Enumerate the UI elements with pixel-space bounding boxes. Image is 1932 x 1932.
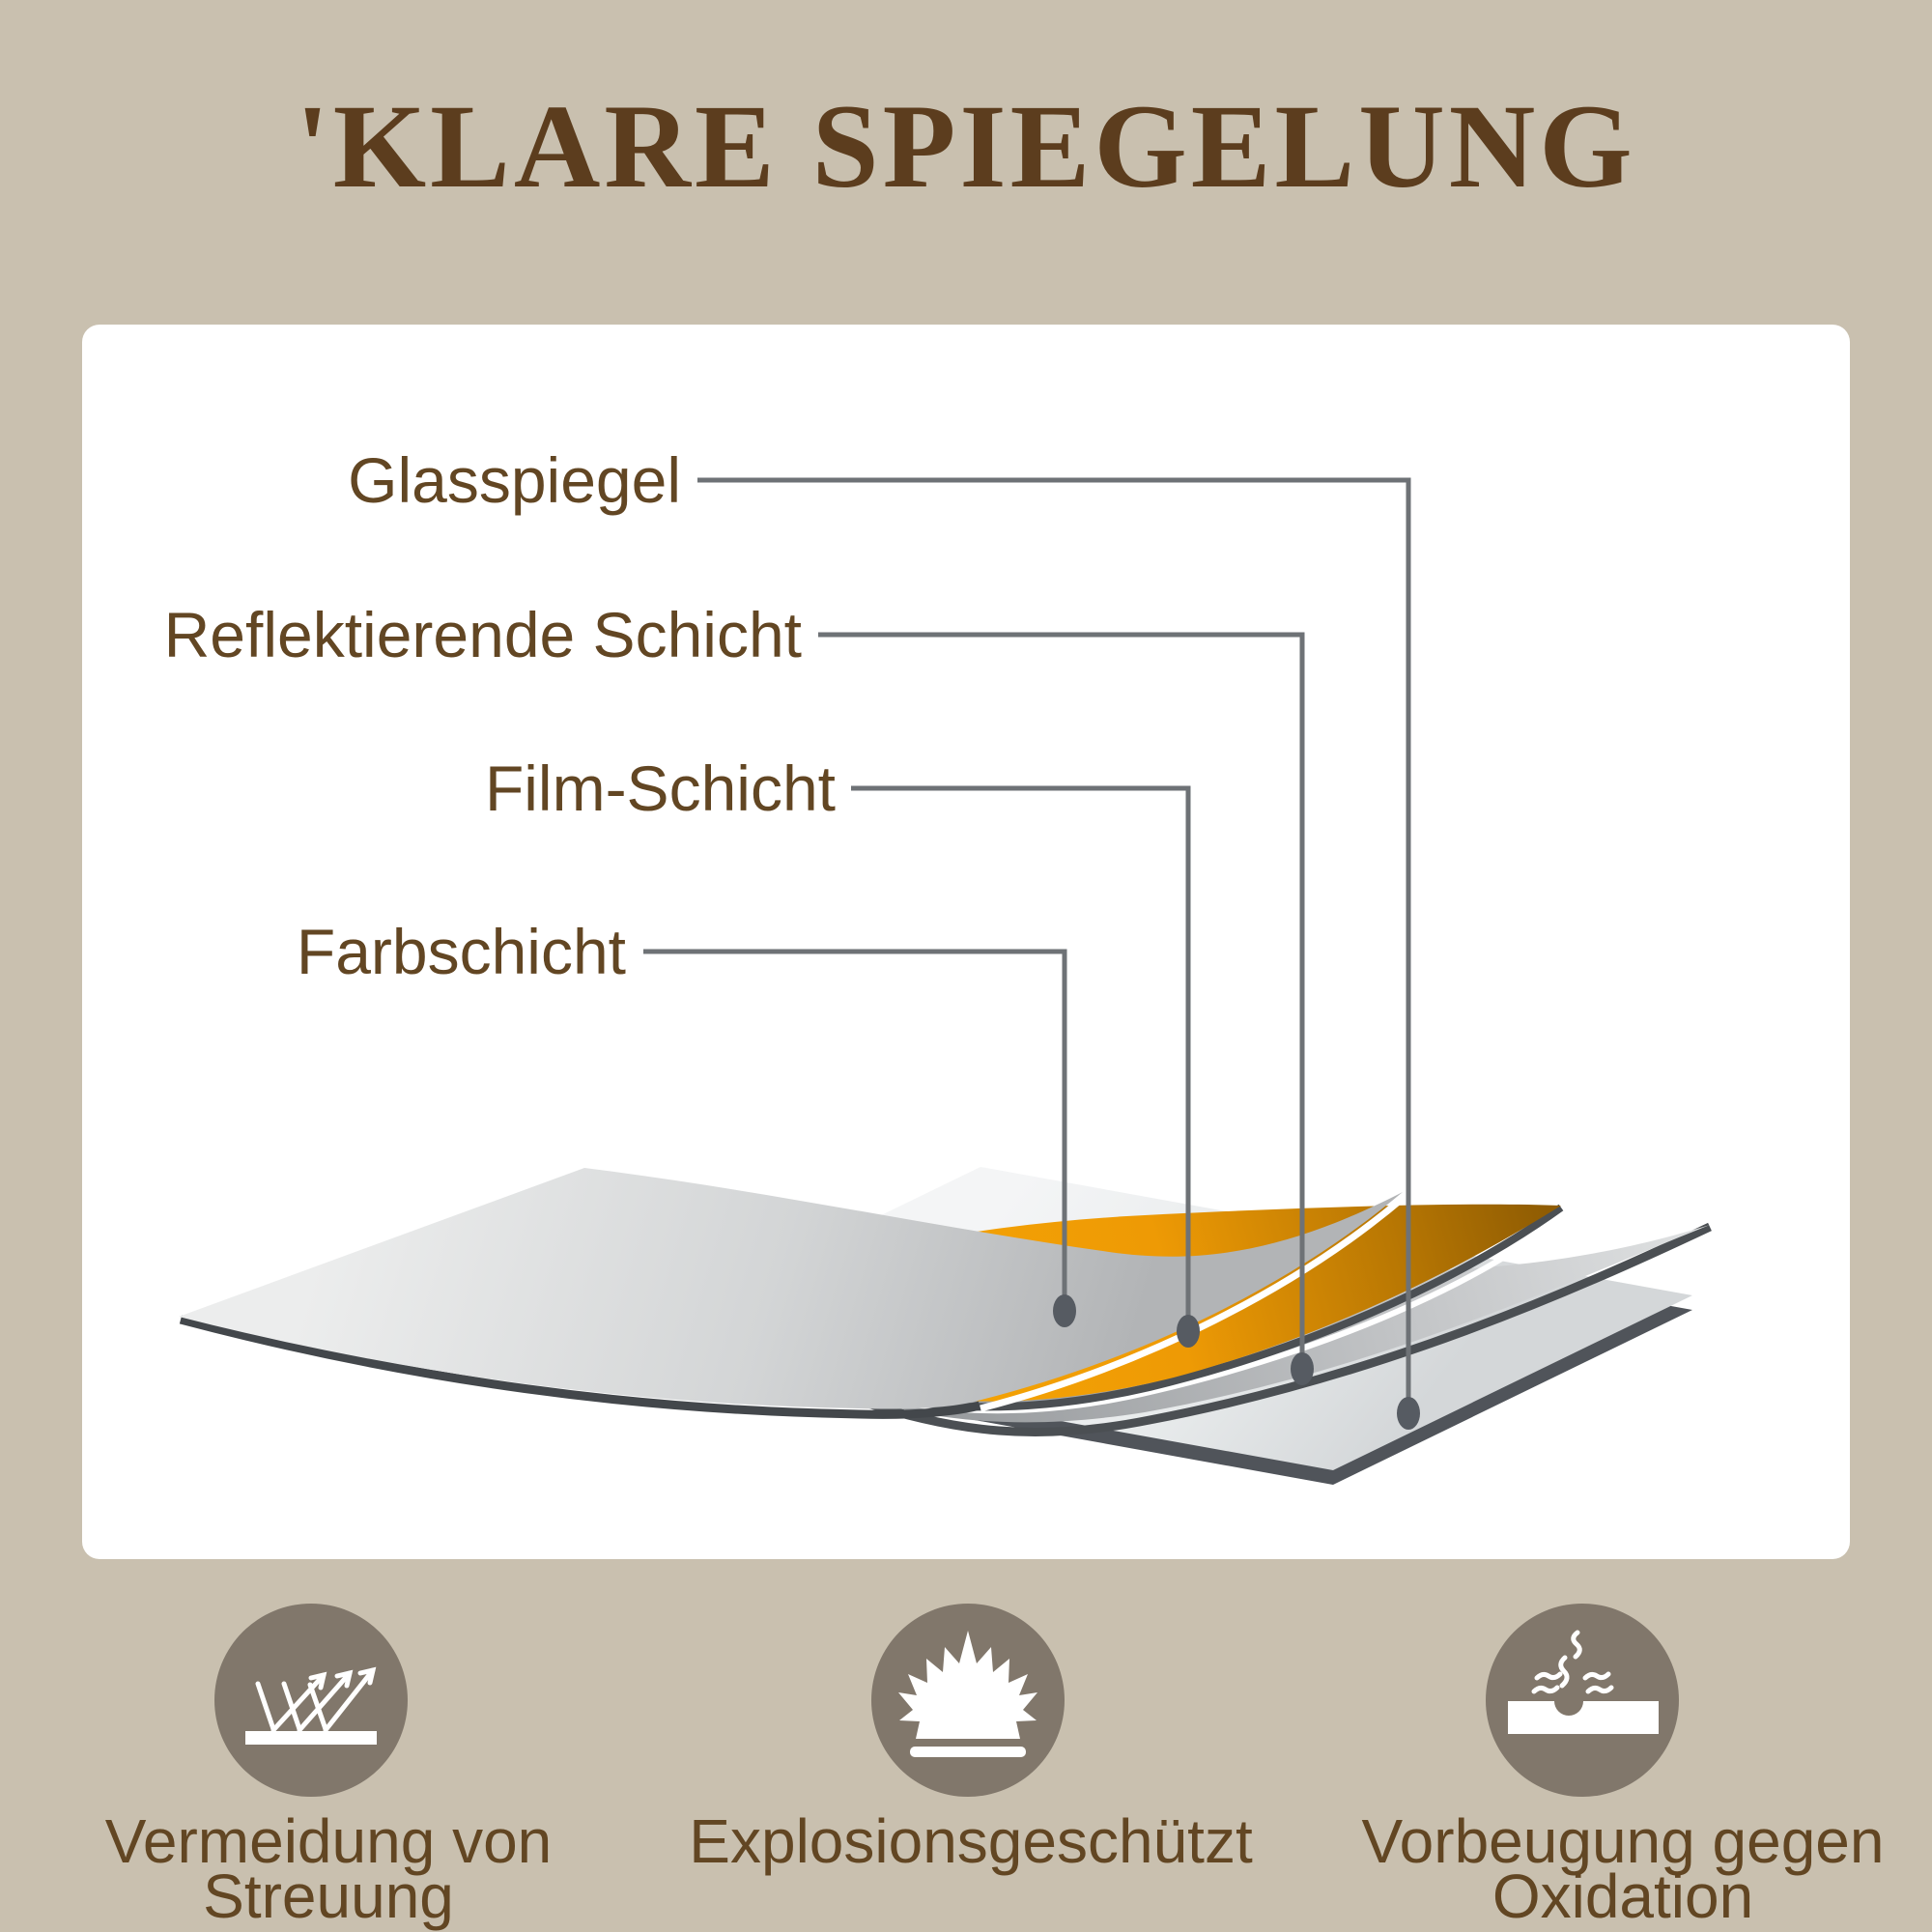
explosion-proof-icon xyxy=(871,1604,1065,1797)
feature-label-line: Explosionsgeschützt xyxy=(689,1806,1253,1876)
feature-label-line: Streuung xyxy=(203,1861,454,1931)
anti-scatter-icon xyxy=(214,1604,408,1797)
label-farbschicht: Farbschicht xyxy=(296,916,626,987)
feature-label-anti-scatter xyxy=(10,1806,647,1931)
page-title: 'KLARE SPIEGELUNG xyxy=(296,80,1636,213)
label-glasspiegel: Glasspiegel xyxy=(348,444,681,516)
feature-label-explosion-proof xyxy=(652,1806,1290,1876)
feature-label-line: Oxidation xyxy=(1492,1861,1754,1931)
feature-label-line: Vermeidung von xyxy=(104,1806,553,1876)
feature-label-line: Vorbeugung gegen xyxy=(1361,1806,1885,1876)
leader-dot-reflektierende xyxy=(1291,1352,1314,1385)
label-reflektierende-schicht: Reflektierende Schicht xyxy=(163,599,802,670)
feature-label-anti-oxidation xyxy=(1304,1806,1932,1931)
leader-dot-glasspiegel xyxy=(1397,1397,1420,1430)
leader-dot-farbschicht xyxy=(1053,1294,1076,1327)
leader-dot-film xyxy=(1177,1315,1200,1348)
anti-oxidation-icon xyxy=(1486,1604,1679,1797)
label-film-schicht: Film-Schicht xyxy=(484,753,836,824)
